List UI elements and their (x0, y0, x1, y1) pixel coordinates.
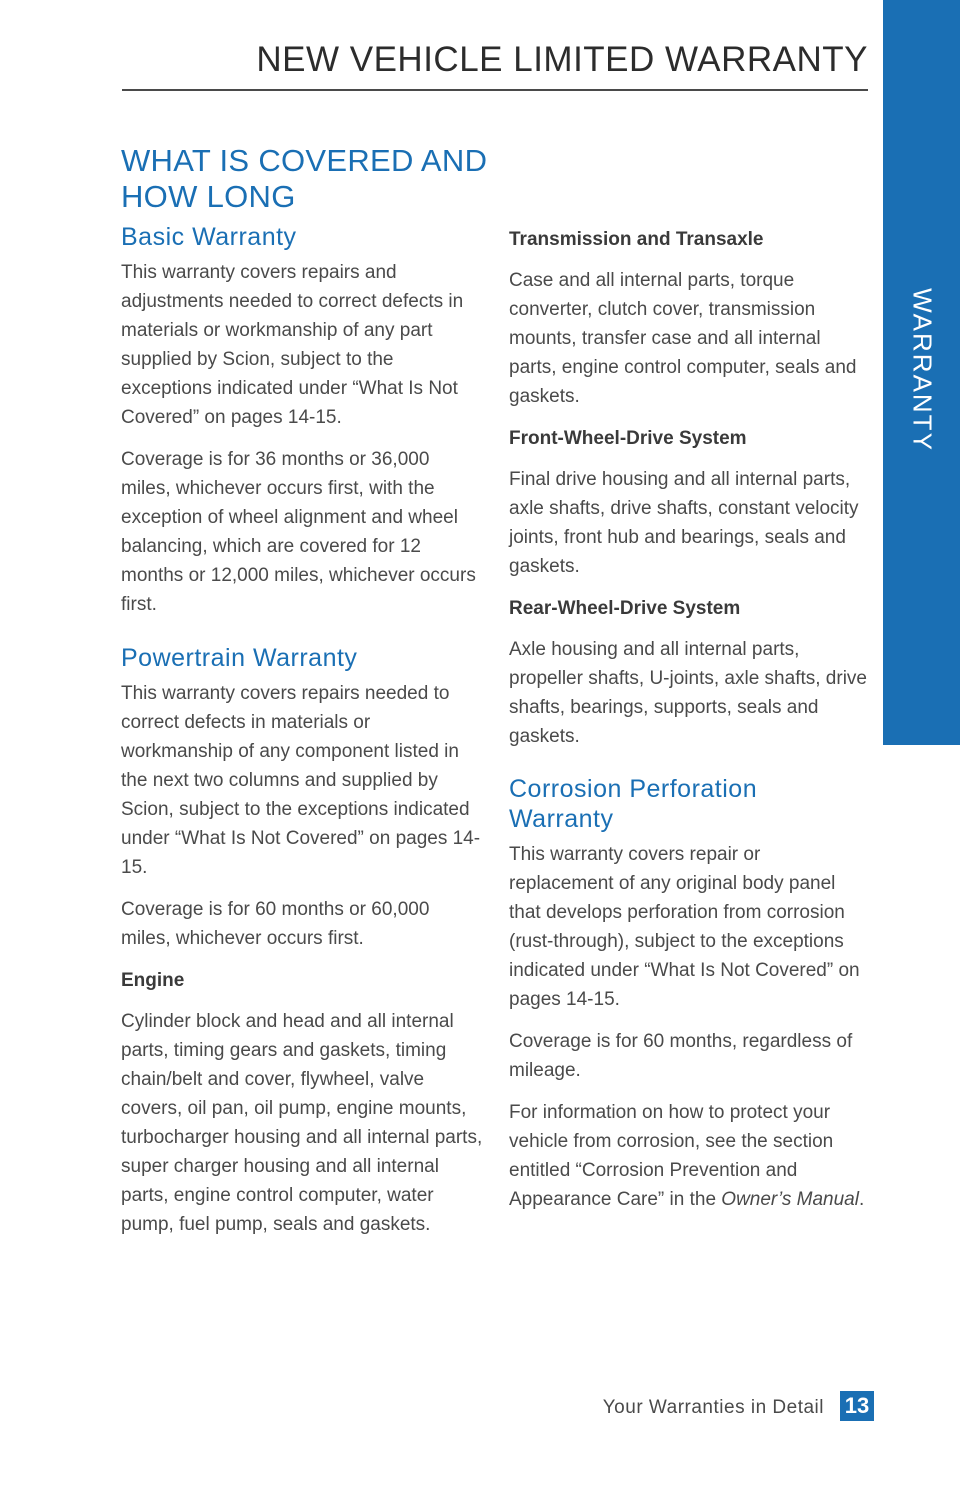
engine-subheading: Engine (121, 970, 185, 991)
owners-manual-title: Owner’s Manual (721, 1189, 859, 1210)
side-tab-label: WARRANTY (907, 288, 937, 452)
corrosion-info-text: For information on how to protect your vehicle from corrosion, see the section entitled “Corrosion Prevention and Appearance Care” in the (509, 1102, 834, 1210)
fwd-parts-list: Final drive housing and all internal parts, axle shafts, drive shafts, constant velocity joints, front hub and bearings, seals and gaskets. (509, 469, 859, 577)
corrosion-info-end: . (858, 1189, 865, 1210)
basic-warranty-coverage: Coverage is for 36 months or 36,000 miles, whichever occurs first, with the exception of wheel alignment and wheel balancing, which are covered for 12 months or 12,000 miles, whichever occurs first. (121, 449, 476, 615)
header-divider (122, 89, 868, 91)
page-header-title: NEW VEHICLE LIMITED WARRANTY (256, 40, 868, 79)
footer-section-label: Your Warranties in Detail (602, 1397, 824, 1418)
powertrain-warranty-heading: Powertrain Warranty (121, 644, 358, 672)
corrosion-warranty-heading: Corrosion Perforation Warranty (509, 775, 758, 833)
page-number-badge: 13 (840, 1391, 874, 1421)
corrosion-info-paragraph (509, 1098, 869, 1214)
basic-warranty-description: This warranty covers repairs and adjustments needed to correct defects in materials or workmanship of any part supplied by Scion, subject to the exceptions indicated under “What Is Not Covered” on pages 14-15. (121, 262, 464, 428)
rwd-subheading: Rear-Wheel-Drive System (509, 598, 741, 619)
corrosion-warranty-coverage: Coverage is for 60 months, regardless of mileage. (509, 1031, 853, 1081)
left-column (121, 222, 483, 1252)
basic-warranty-heading: Basic Warranty (121, 223, 297, 251)
engine-parts-list: Cylinder block and head and all internal parts, timing gears and gaskets, timing chain/belt and cover, flywheel, valve covers, oil pan, oil pump, engine mounts, turbocharger housing and all internal parts, super charger housing and all internal parts, engine control computer, water pump, fuel pump, seals and gaskets. (121, 1011, 483, 1235)
section-side-tab (883, 0, 960, 745)
corrosion-warranty-description: This warranty covers repair or replacement of any original body panel that develops perforation from corrosion (rust-through), subject to the exceptions indicated under “What Is Not Covered” on pages 14-15. (509, 844, 860, 1010)
powertrain-warranty-description: This warranty covers repairs needed to correct defects in materials or workmanship of any component listed in the next two columns and supplied by Scion, subject to the exceptions indicated under “What Is Not Covered” on pages 14-15. (121, 683, 481, 878)
fwd-subheading: Front-Wheel-Drive System (509, 428, 747, 449)
transmission-subheading: Transmission and Transaxle (509, 229, 764, 250)
rwd-parts-list: Axle housing and all internal parts, propeller shafts, U-joints, axle shafts, drive shafts, bearings, supports, seals and gaskets. (509, 639, 867, 747)
right-column (509, 222, 869, 1227)
transmission-parts-list: Case and all internal parts, torque converter, clutch cover, transmission mounts, transfer case and all internal parts, engine control computer, seals and gaskets. (509, 270, 857, 407)
section-heading: WHAT IS COVERED AND HOW LONG (121, 143, 488, 214)
powertrain-warranty-coverage: Coverage is for 60 months or 60,000 miles, whichever occurs first. (121, 899, 430, 949)
